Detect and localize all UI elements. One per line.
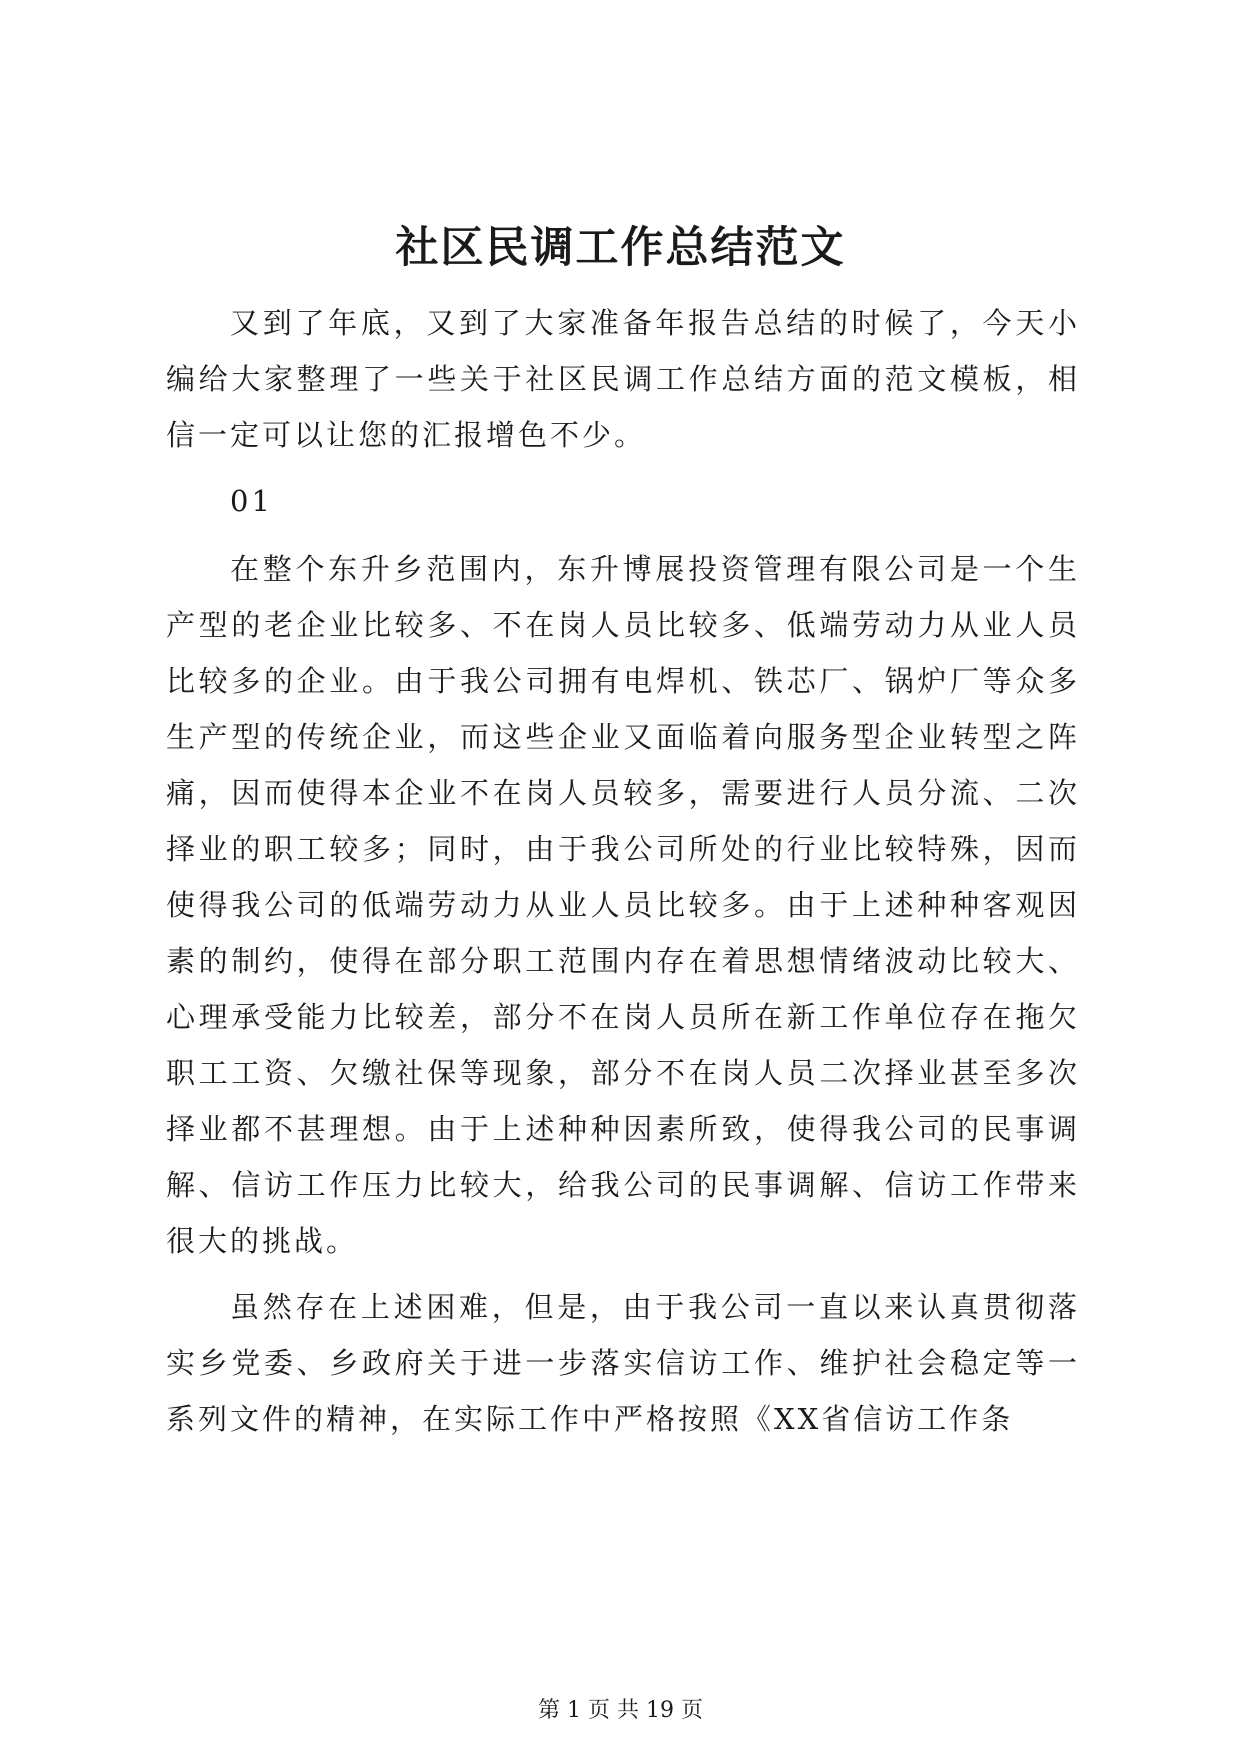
page-footer: 第 1 页 共 19 页 — [538, 1698, 703, 1723]
document-title: 社区民调工作总结范文 — [395, 223, 846, 273]
paragraph-body: 在整个东升乡范围内，东升博展投资管理有限公司是一个生产型的老企业比较多、不在岗人员比较多、低端劳动力从业人员比较多的企业。由于我公司拥有电焊机、铁芯厂、锅炉厂等众多生产型的传统企业，而这些企业又面临着向服务型企业转型之阵痛，因而使得本企业不在岗人员较多，需要进行人员分流、二次择业的职工较多；同时，由于我公司所处的行业比较特殊，因而使得我公司的低端劳动力从业人员比较多。由于上述种种客观因素的制约，使得在部分职工范围内存在着思想情绪波动比较大、心理承受能力比较差，部分不在岗人员所在新工作单位存在拖欠职工工资、欠缴社保等现象，部分不在岗人员二次择业甚至多次择业都不甚理想。由于上述种种因素所致，使得我公司的民事调解、信访工作压力比较大，给我公司的民事调解、信访工作带来很大的挑战。 — [166, 552, 1080, 1258]
paragraph-body: 虽然存在上述困难，但是，由于我公司一直以来认真贯彻落实乡党委、乡政府关于进一步落实信访工作、维护社会稳定等一系列文件的精神，在实际工作中严格按照《XX省信访工作条 — [166, 1290, 1080, 1436]
paragraph-intro: 又到了年底，又到了大家准备年报告总结的时候了，今天小编给大家整理了一些关于社区民调工作总结方面的范文模板，相信一定可以让您的汇报增色不少。 — [166, 306, 1080, 452]
document-body — [166, 295, 1080, 1457]
section-number: 01 — [230, 484, 273, 518]
